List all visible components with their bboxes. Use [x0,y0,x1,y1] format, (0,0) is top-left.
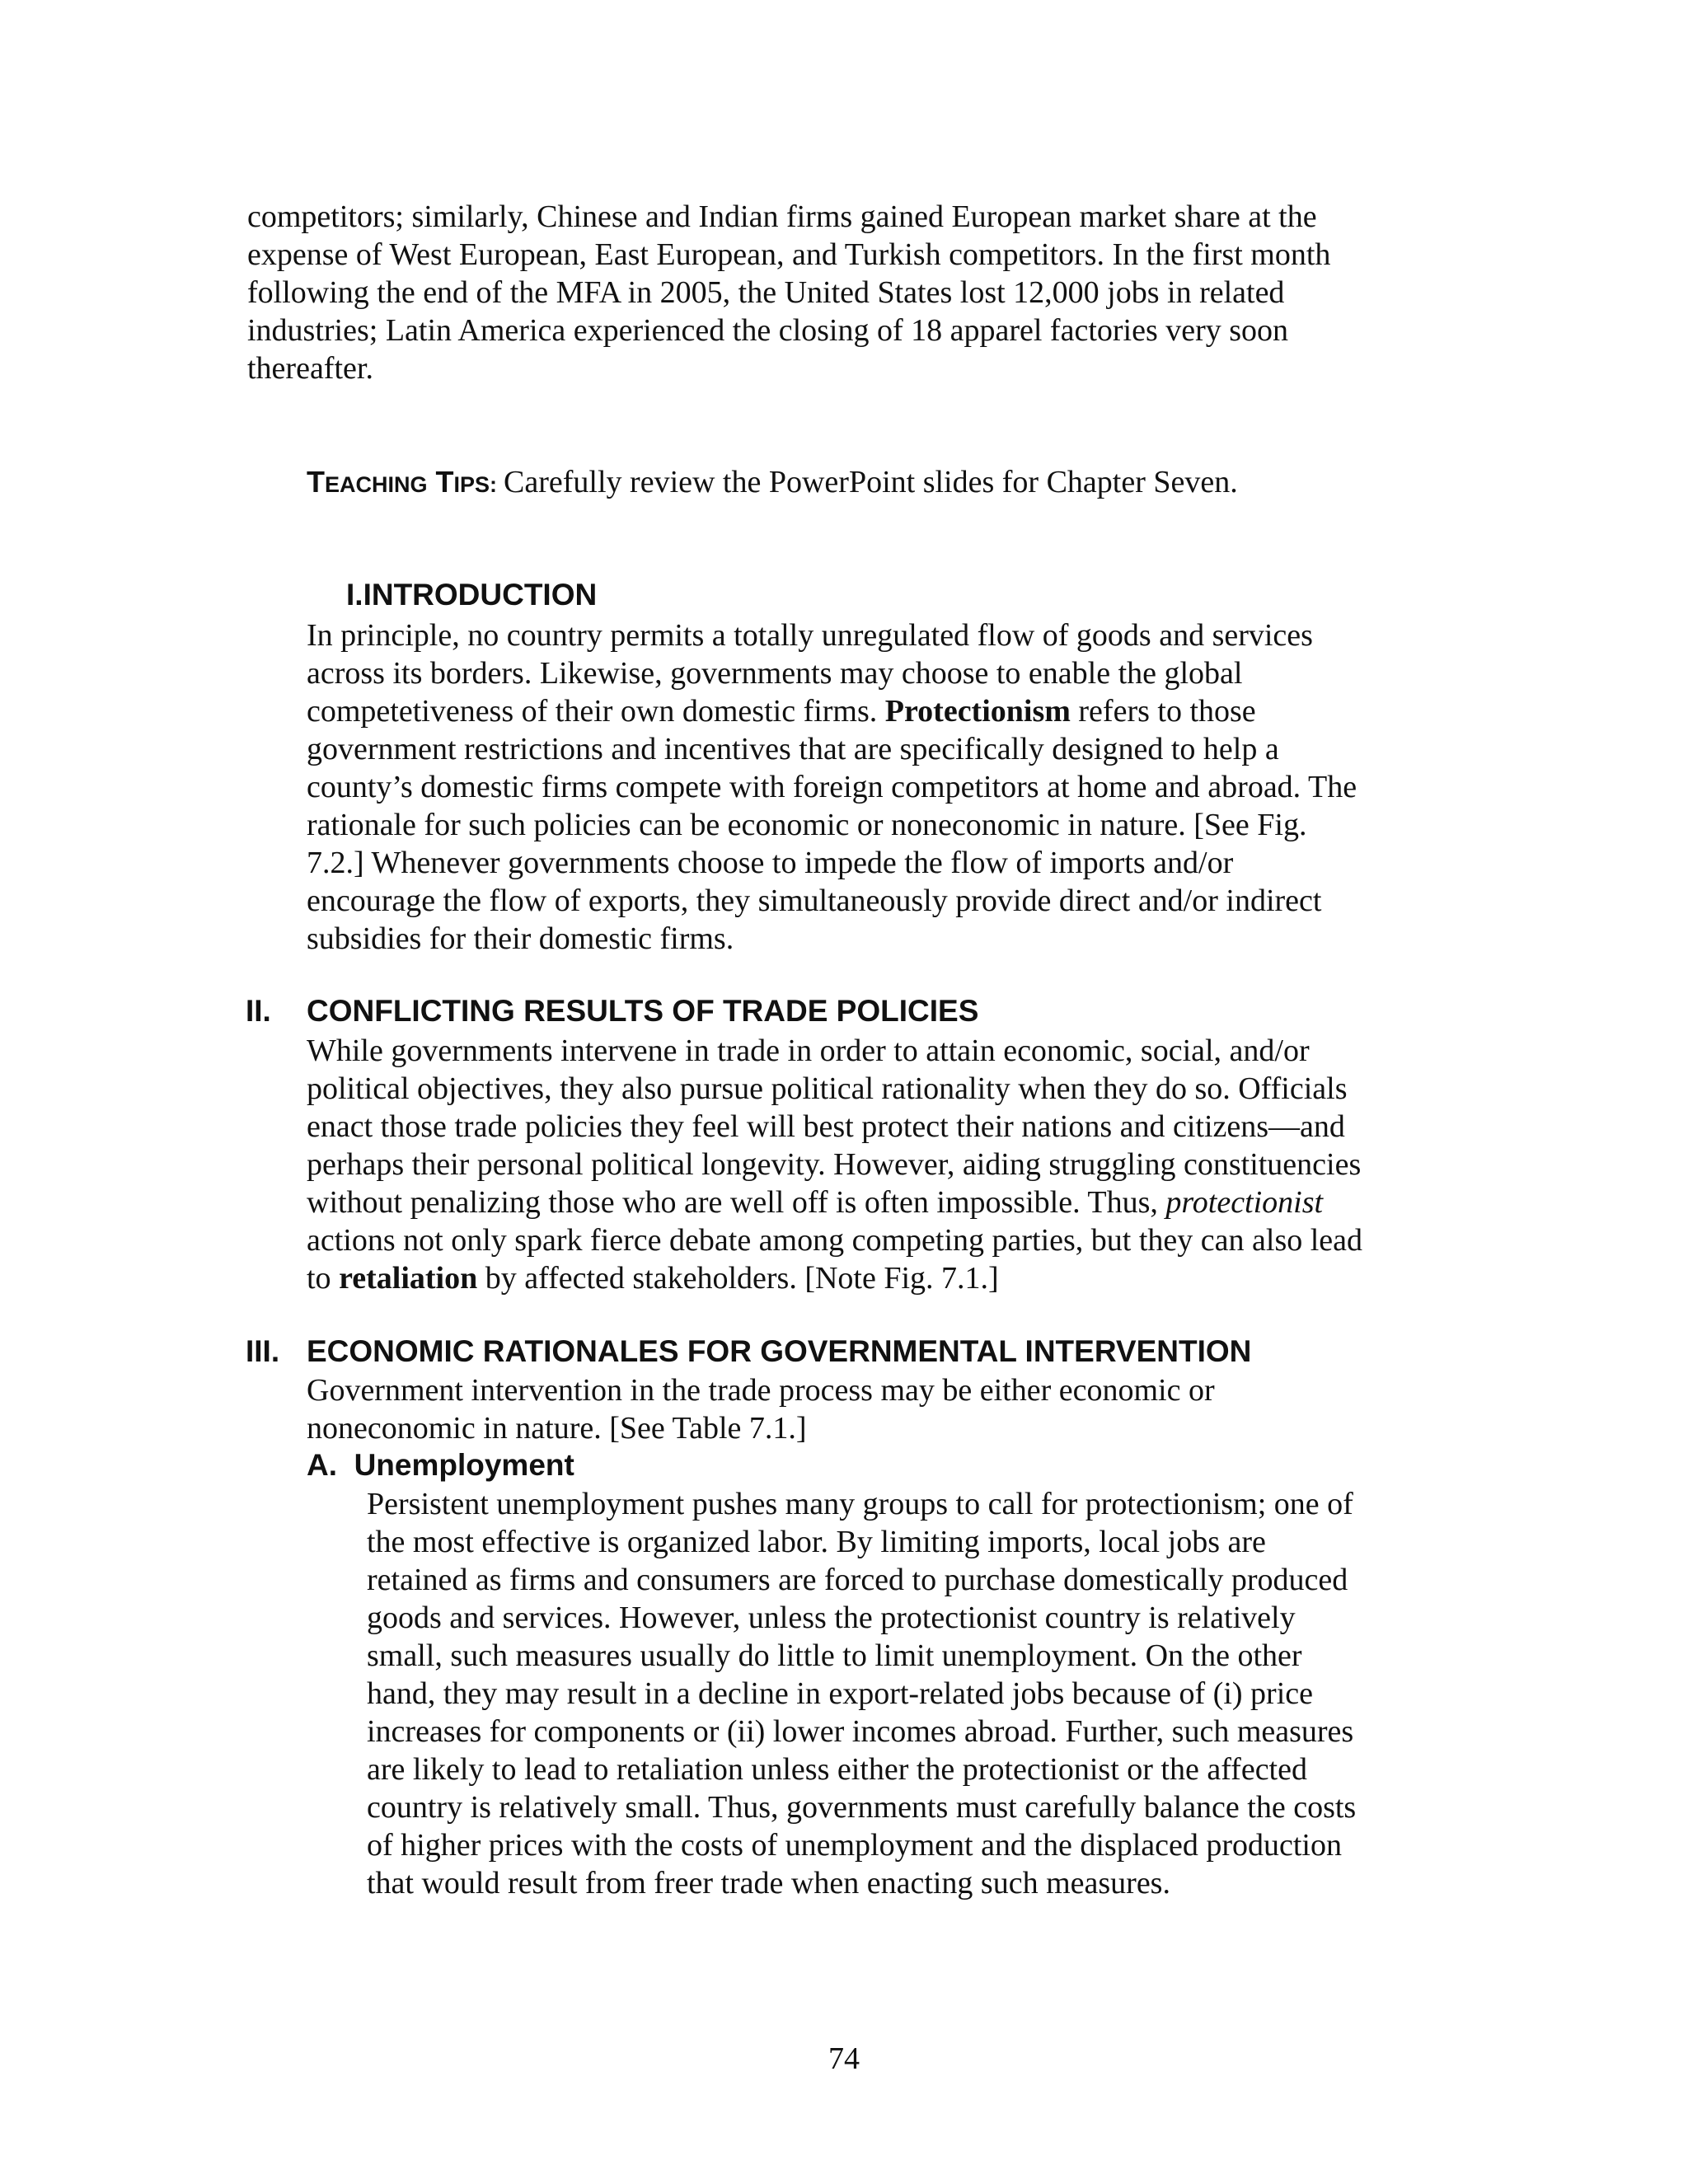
section-number: I. [346,578,363,612]
section-heading-conflicting-results [246,993,978,1029]
page-number: 74 [828,2041,860,2076]
section-title: CONFLICTING RESULTS OF TRADE POLICIES [307,994,979,1028]
section-title: ECONOMIC RATIONALES FOR GOVERNMENTAL INTERVENTION [307,1334,1252,1368]
teaching-tips-label: TEACHING TIPS: [307,465,498,499]
section-number: II. [246,994,271,1028]
term-protectionism: Protectionism [884,694,1071,729]
subsection-title: Unemployment [354,1448,574,1482]
section-heading-introduction [346,577,597,613]
section-heading-economic-rationales [246,1333,1251,1370]
subsection-heading-unemployment [307,1447,574,1483]
teaching-tips [307,464,1543,500]
carryover-paragraph: competitors; similarly, Chinese and Indian firms gained European market share at the expense of West European, East European, and Turkish competitors. In the first month following the end of the MFA in 2005, the United States lost 12,000 jobs in related industries; Latin America experienced the closing of 18 apparel factories very soon thereafter. [247,199,1331,386]
term-retaliation: retaliation [339,1261,478,1296]
section-2-paragraph: While governments intervene in trade in order to attain economic, social, and/or political objectives, they also pursue political rationality when they do so. Officials enact those trade policies they feel will best protect their nations and citizens—and perhaps their personal political longevity. However, aiding struggling constituencies without penalizing those who are well off is often impossible. Thus, protectionist actions not only spark fierce debate among competing parties, but they can also lead to retaliation by affected stakeholders. [Note Fig. 7.1.] [307,1033,1363,1296]
section-number: III. [246,1334,280,1368]
teaching-tips-text: Carefully review the PowerPoint slides for Chapter Seven. [504,465,1238,499]
section-1-paragraph: In principle, no country permits a totally unregulated flow of goods and services across its borders. Likewise, governments may choose to enable the global competetiveness of their own domestic firms. Protectionism refers to those government restrictions and incentives that are specifically designed to help a county’s domestic firms compete with foreign competitors at home and abroad. The rationale for such policies can be economic or noneconomic in nature. [See Fig. 7.2.] Whenever governments choose to impede the flow of imports and/or encourage the flow of exports, they simultaneously provide direct and/or indirect subsidies for their domestic firms. [307,618,1357,956]
subsection-a-paragraph: Persistent unemployment pushes many groups to call for protectionism; one of the most effective is organized labor. By limiting imports, local jobs are retained as firms and consumers are forced to purchase domestically produced goods and services. However, unless the protectionist country is relatively small, such measures usually do little to limit unemployment. On the other hand, they may result in a decline in export-related jobs because of (i) price increases for components or (ii) lower incomes abroad. Further, such measures are likely to lead to retaliation unless either the protectionist or the affected country is relatively small. Thus, governments must carefully balance the costs of higher prices with the costs of unemployment and the displaced production that would result from freer trade when enacting such measures. [367,1487,1357,1900]
section-3-paragraph: Government intervention in the trade process may be either economic or noneconomic in nature. [See Table 7.1.] [307,1373,1215,1446]
section-title: INTRODUCTION [363,578,598,612]
term-protectionist: protectionist [1165,1185,1324,1220]
subsection-label: A. [307,1448,337,1482]
